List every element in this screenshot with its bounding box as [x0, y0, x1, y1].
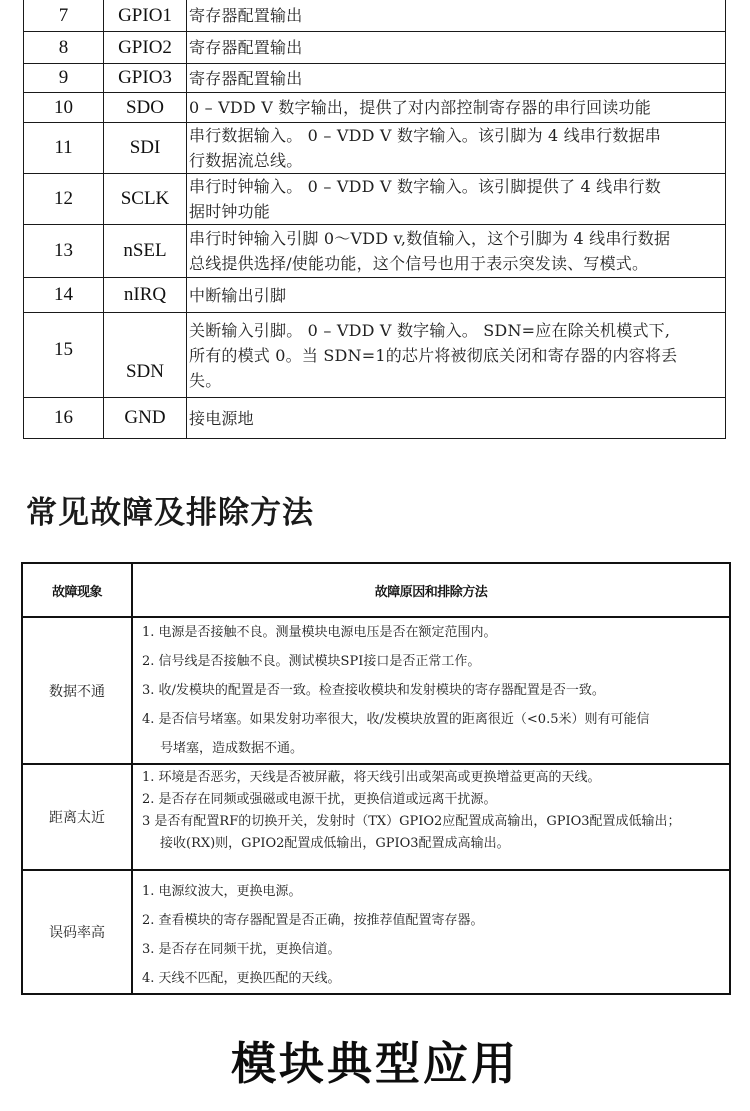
method-item: 1. 电源纹波大，更换电源。 [142, 884, 302, 899]
description-line: 总线提供选择/使能功能，这个信号也用于表示突发读、写模式。 [189, 254, 649, 273]
description-line: 串行时钟输入引脚 0～VDD v,数值输入，这个引脚为 4 线串行数据 [189, 229, 671, 248]
table-header-row [22, 563, 730, 617]
description-line: 所有的模式 0。当 SDN=1的芯片将被彻底关闭和寄存器的内容将丢 [189, 345, 678, 365]
table-row [24, 32, 726, 64]
pin-number: 7 [24, 0, 104, 32]
fault-methods [132, 870, 730, 994]
table-row [24, 93, 726, 123]
description-line: 接电源地 [189, 408, 254, 428]
method-item: 2. 查看模块的寄存器配置是否正确，按推荐值配置寄存器。 [142, 913, 484, 928]
method-item: 4. 是否信号堵塞。如果发射功率很大，收/发模块放置的距离很近（<0.5米）则有可能信 [142, 712, 650, 727]
description-line: 关断输入引脚。 0 – VDD V 数字输入。 SDN=应在除关机模式下, [189, 320, 671, 340]
pin-description [187, 32, 726, 64]
fault-methods [132, 764, 730, 870]
pin-name: GND [104, 398, 187, 439]
pin-description [187, 64, 726, 93]
section-title-troubleshooting: 常见故障及排除方法 [26, 495, 314, 531]
method-item: 3. 是否存在同频干扰，更换信道。 [142, 942, 341, 957]
pin-description [187, 278, 726, 313]
method-item: 2. 是否存在同频或强磁或电源干扰，更换信道或远离干扰源。 [142, 792, 497, 807]
section-title-typical-application: 模块典型应用 [230, 1037, 519, 1090]
pin-name: GPIO3 [104, 64, 187, 93]
method-item: 2. 信号线是否接触不良。测试模块SPI接口是否正常工作。 [142, 654, 481, 669]
table-row [22, 617, 730, 764]
fault-symptom: 数据不通 [22, 617, 132, 764]
method-item: 接收(RX)则，GPIO2配置成低输出，GPIO3配置成高输出。 [160, 836, 510, 851]
column-header-symptom: 故障现象 [22, 563, 132, 617]
description-line: 串行数据输入。 0 – VDD V 数字输入。该引脚为 4 线串行数据串 [189, 126, 661, 145]
table-row [24, 0, 726, 32]
description-line: 寄存器配置输出 [189, 38, 303, 57]
method-item: 4. 天线不匹配，更换匹配的天线。 [142, 971, 341, 986]
pin-number: 9 [24, 64, 104, 93]
pin-number: 15 [24, 313, 104, 398]
pin-number: 10 [24, 93, 104, 123]
pin-number: 13 [24, 225, 104, 278]
table-row [24, 278, 726, 313]
pin-name: GPIO2 [104, 32, 187, 64]
description-line: 寄存器配置输出 [189, 68, 303, 88]
pin-name: SDO [104, 93, 187, 123]
pin-name: nSEL [104, 225, 187, 278]
fault-methods [132, 617, 730, 764]
table-row [24, 398, 726, 439]
method-item: 1. 电源是否接触不良。测量模块电源电压是否在额定范围内。 [142, 625, 497, 640]
pin-description [187, 398, 726, 439]
method-item: 号堵塞，造成数据不通。 [160, 741, 304, 756]
column-header-method: 故障原因和排除方法 [132, 563, 730, 617]
pin-description [187, 174, 726, 225]
table-row [24, 123, 726, 174]
table-row [22, 870, 730, 994]
pin-number: 12 [24, 174, 104, 225]
pin-name: SDI [104, 123, 187, 174]
method-item: 3 是否有配置RF的切换开关，发射时（TX）GPIO2应配置成高输出，GPIO3配置成低输出； [142, 814, 681, 829]
method-item: 3. 收/发模块的配置是否一致。检查接收模块和发射模块的寄存器配置是否一致。 [142, 683, 605, 698]
pin-description [187, 313, 726, 398]
table-row [24, 64, 726, 93]
pin-number: 14 [24, 278, 104, 313]
pin-number: 8 [24, 32, 104, 64]
pin-name: SCLK [104, 174, 187, 225]
table-row [22, 764, 730, 870]
table-row [24, 313, 726, 398]
description-line: 据时钟功能 [189, 202, 271, 221]
description-line: 寄存器配置输出 [189, 6, 303, 25]
table-row [24, 225, 726, 278]
fault-symptom: 误码率高 [22, 870, 132, 994]
pin-description [187, 225, 726, 278]
description-line: 失。 [189, 370, 222, 390]
pin-name: SDN [104, 313, 187, 398]
description-line: 串行时钟输入。 0 – VDD V 数字输入。该引脚提供了 4 线串行数 [189, 177, 661, 196]
pin-name: nIRQ [104, 278, 187, 313]
pin-description [187, 93, 726, 123]
fault-symptom: 距离太近 [22, 764, 132, 870]
pin-name: GPIO1 [104, 0, 187, 32]
pin-number: 16 [24, 398, 104, 439]
pin-description [187, 0, 726, 32]
description-line: 中断输出引脚 [189, 285, 287, 305]
description-line: 行数据流总线。 [189, 151, 303, 170]
pin-number: 11 [24, 123, 104, 174]
pin-description [187, 123, 726, 174]
table-row [24, 174, 726, 225]
method-item: 1. 环境是否恶劣，天线是否被屏蔽，将天线引出或架高或更换增益更高的天线。 [142, 770, 601, 785]
description-line: 0 – VDD V 数字输出，提供了对内部控制寄存器的串行回读功能 [189, 98, 651, 117]
troubleshooting-table [21, 562, 731, 995]
pin-description-table [23, 0, 726, 439]
